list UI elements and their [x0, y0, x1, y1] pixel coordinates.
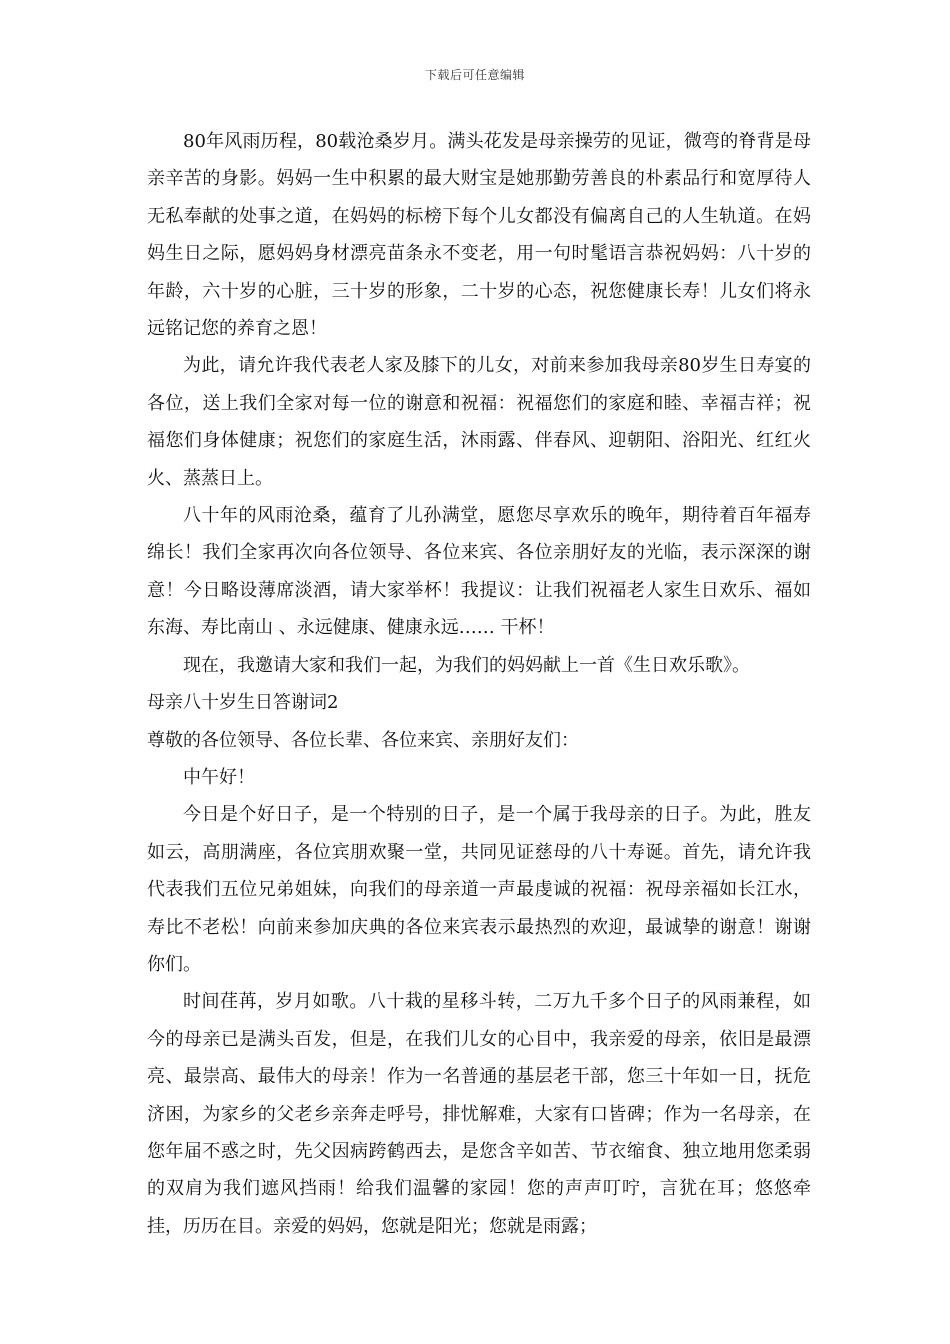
salutation: 尊敬的各位领导、各位长辈、各位来宾、亲朋好友们： [147, 729, 579, 751]
section-title: 母亲八十岁生日答谢词2 [147, 692, 339, 714]
paragraph-6: 时间荏苒，岁月如歌。八十栽的星移斗转，二万九千多个日子的风雨兼程，如今的母亲已是满头百发，但是，在我们儿女的心目中，我亲爱的母亲，依旧是最漂亮、最崇高、最伟大的母亲！作为一名普通的基层老干部，您三十年如一日，抚危济困，为家乡的父老乡亲奔走呼号，排忧解难，大家有口皆碑；作为一名母亲，在您年届不惑之时，先父因病跨鹤西去，是您含辛如苦、节衣缩食、独立地用您柔弱的双肩为我们遮风挡雨！给我们温馨的家园！您的声声叮咛，言犹在耳；悠悠牵挂，历历在目。亲爱的妈妈，您就是阳光；您就是雨露； [147, 991, 811, 1237]
greeting: 中午好！ [183, 766, 255, 788]
paragraph-2: 为此，请允许我代表老人家及膝下的儿女，对前来参加我母亲80岁生日寿宴的各位，送上我们全家对每一位的谢意和祝福：祝福您们的家庭和睦、幸福吉祥；祝福您们身体健康；祝您们的家庭生活，沐雨露、伴春风、迎朝阳、浴阳光、红红火火、蒸蒸日上。 [147, 355, 811, 489]
paragraph-4: 现在，我邀请大家和我们一起，为我们的妈妈献上一首《生日欢乐歌》。 [183, 654, 750, 676]
paragraph-1: 80年风雨历程，80载沧桑岁月。满头花发是母亲操劳的见证，微弯的脊背是母亲辛苦的身影。妈妈一生中积累的最大财宝是她那勤劳善良的朴素品行和宽厚待人无私奉献的处事之道，在妈妈的标榜下每个儿女都没有偏离自己的人生轨道。在妈妈生日之际，愿妈妈身材漂亮苗条永不变老，用一句时髦语言恭祝妈妈：八十岁的年龄，六十岁的心脏，三十岁的形象，二十岁的心态，祝您健康长寿！儿女们将永远铭记您的养育之恩！ [147, 131, 811, 340]
page-header-note: 下载后可任意编辑 [424, 68, 525, 82]
paragraph-5: 今日是个好日子，是一个特别的日子，是一个属于我母亲的日子。为此，胜友如云，高朋满座，各位宾朋欢聚一堂，共同见证慈母的八十寿诞。首先，请允许我代表我们五位兄弟姐妹，向我们的母亲道一声最虔诚的祝福：祝母亲福如长江水，寿比不老松！向前来参加庆典的各位来宾表示最热烈的欢迎，最诚挚的谢意！谢谢你们。 [147, 804, 811, 975]
document-body [147, 123, 811, 1245]
paragraph-3: 八十年的风雨沧桑，蕴育了儿孙满堂，愿您尽享欢乐的晚年，期待着百年福寿绵长！我们全家再次向各位领导、各位来宾、各位亲朋好友的光临，表示深深的谢意！今日略设薄席淡酒，请大家举杯！我提议：让我们祝福老人家生日欢乐、福如东海、寿比南山 、永远健康、健康永远…… 干杯！ [147, 505, 811, 639]
